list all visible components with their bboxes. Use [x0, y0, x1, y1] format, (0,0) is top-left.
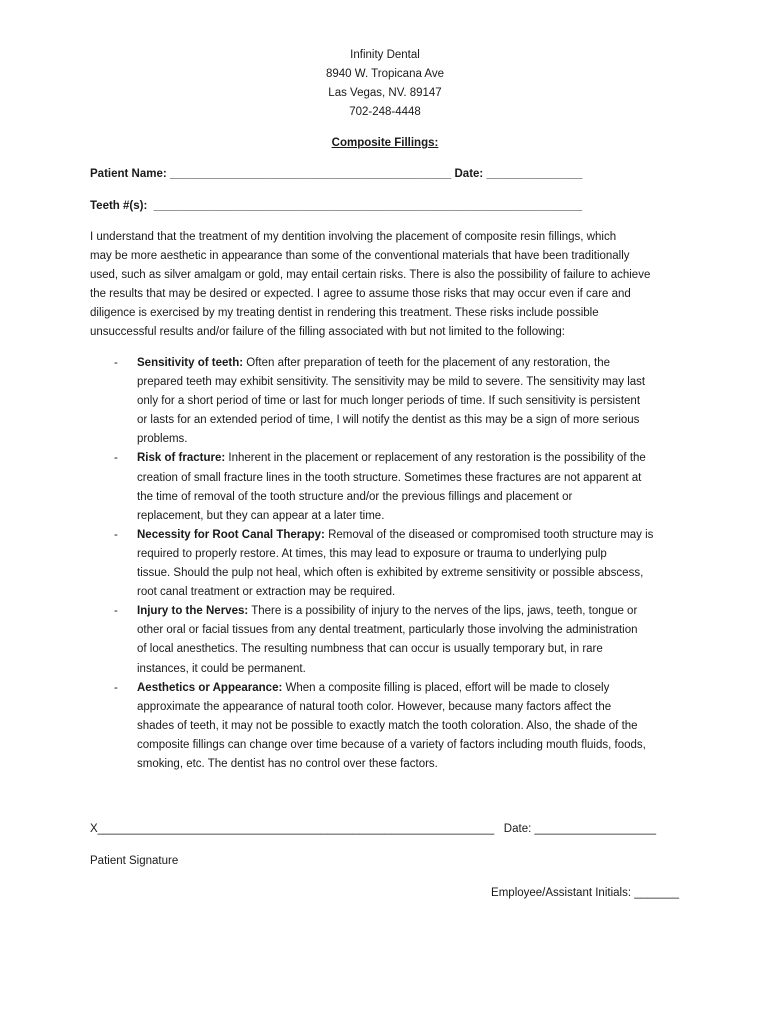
risk-term: Necessity for Root Canal Therapy: [137, 528, 325, 541]
letterhead [0, 46, 770, 122]
intro-line: may be more aesthetic in appearance than some of the conventional materials that have been traditionally [90, 250, 630, 262]
risk-item-root-canal [0, 526, 770, 602]
intro-paragraph [90, 228, 680, 342]
patient-signature-label: Patient Signature [90, 855, 179, 867]
risk-body [137, 526, 770, 602]
risk-line: tissue. Should the pulp not heal, which often is exhibited by extreme sensitivity or possible abscess, [137, 567, 644, 580]
risk-text: Removal of the diseased or compromised tooth structure may is [324, 528, 654, 541]
risk-body [137, 449, 770, 525]
practice-city: Las Vegas, NV. 89147 [328, 87, 442, 99]
risk-body [137, 602, 770, 678]
intro-line: diligence is exercised by my treating dentist in rendering this treatment. These risks include possible [90, 307, 599, 319]
risk-line [137, 602, 770, 621]
risk-line: composite fillings can change over time because of a variety of factors including mouth fluids, foods, [137, 738, 646, 751]
practice-name: Infinity Dental [350, 49, 420, 61]
risk-item-nerves [0, 602, 770, 678]
list-dash: - [114, 681, 118, 694]
risk-line [137, 679, 770, 698]
risk-line: only for a short period of time or last for much longer periods of time. If such sensitivity is persistent [137, 395, 641, 408]
risk-term: Risk of fracture: [137, 452, 226, 465]
risk-line: the time of removal of the tooth structure and/or the previous fillings and placement or [137, 490, 573, 503]
signature-date-line[interactable]: X______________________________________________________________ Date: ___________________ [90, 823, 656, 835]
list-dash: - [114, 452, 118, 465]
risk-line: instances, it could be permanent. [137, 662, 306, 675]
list-dash: - [114, 605, 118, 618]
risk-term: Aesthetics or Appearance: [137, 681, 283, 694]
risk-line: or lasts for an extended period of time, I will notify the dentist as this may be a sign of more serious [137, 414, 640, 427]
risk-line: root canal treatment or extraction may be required. [137, 586, 396, 599]
intro-line: unsuccessful results and/or failure of the filling associated with but not limited to the following: [90, 326, 565, 338]
risk-item-fracture [0, 449, 770, 525]
employee-initials-field[interactable]: Employee/Assistant Initials: _______ [491, 887, 679, 899]
risk-line: shades of teeth, it may not be possible to exactly match the tooth coloration. Also, the shade of the [137, 719, 638, 732]
risk-body [137, 354, 770, 449]
risk-line: creation of small fracture lines in the tooth structure. Sometimes these fractures are not apparent at [137, 471, 642, 484]
risk-line [137, 526, 770, 545]
risk-line [137, 354, 770, 373]
risk-item-sensitivity [0, 354, 770, 449]
risk-text: There is a possibility of injury to the nerves of the lips, jaws, teeth, tongue or [248, 605, 638, 618]
risk-line: problems. [137, 433, 188, 446]
list-dash: - [114, 528, 118, 541]
risk-body [137, 679, 770, 774]
list-dash: - [114, 357, 118, 369]
risk-line: smoking, etc. The dentist has no control over these factors. [137, 757, 438, 770]
practice-phone: 702-248-4448 [349, 106, 421, 118]
practice-street: 8940 W. Tropicana Ave [325, 68, 445, 80]
patient-name-date-field[interactable]: Patient Name: ____________________________________________ Date: _______________ [90, 168, 583, 180]
risk-text: Often after preparation of teeth for the placement of any restoration, the [243, 357, 611, 369]
teeth-field[interactable]: Teeth #(s): ___________________________________________________________________ [90, 200, 583, 212]
risk-line: approximate the appearance of natural tooth color. However, because many factors affect the [137, 700, 612, 713]
risk-term: Sensitivity of teeth: [137, 357, 244, 369]
risk-line: prepared teeth may exhibit sensitivity. The sensitivity may be mild to severe. The sensitivity may last [137, 376, 646, 389]
risk-text: Inherent in the placement or replacement of any restoration is the possibility of the [225, 452, 646, 465]
intro-line: the results that may be desired or expected. I agree to assume those risks that may occur even if care and [90, 288, 631, 300]
risk-line [137, 449, 770, 468]
risk-text: When a composite filling is placed, effort will be made to closely [282, 681, 610, 694]
risk-line: required to properly restore. At times, this may lead to exposure or trauma to underlying pulp [137, 547, 607, 560]
risk-item-aesthetics [0, 679, 770, 774]
risk-line: of local anesthetics. The resulting numbness that can occur is usually temporary but, in rare [137, 643, 603, 656]
risk-line: replacement, but they can appear at a later time. [137, 509, 385, 522]
risk-term: Injury to the Nerves: [137, 605, 249, 618]
intro-line: I understand that the treatment of my dentition involving the placement of composite resin fillings, which [90, 231, 617, 243]
form-title: Composite Fillings: [331, 137, 439, 149]
risk-list [0, 354, 770, 774]
risk-line: other oral or facial tissues from any dental treatment, particularly those involving the administration [137, 624, 638, 637]
intro-line: used, such as silver amalgam or gold, may entail certain risks. There is also the possibility of failure to achieve [90, 269, 651, 281]
